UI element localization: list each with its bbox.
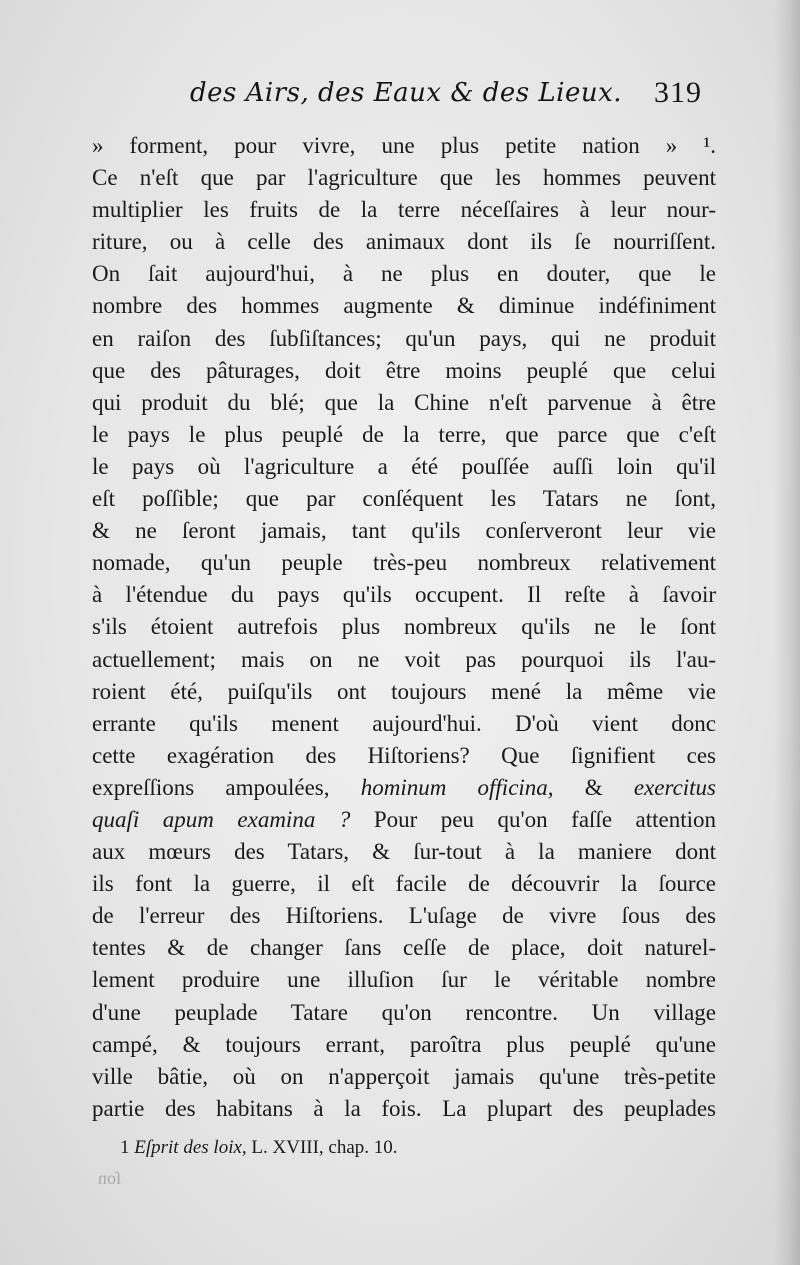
italic-latin-phrase: quaſi apum examina ? (92, 806, 351, 832)
text-line: qui produit du blé; que la Chine n'eſt parvenue à être (92, 389, 716, 415)
text-line: riture, ou à celle des animaux dont ils ſe nourriſſent. (92, 229, 716, 255)
page-edge-shadow (774, 0, 800, 1265)
text-segment: expreſſions ampoulées, (92, 774, 330, 800)
page-number: 319 (654, 76, 702, 109)
text-line: errante qu'ils menent aujourd'hui. D'où vient donc (92, 710, 716, 736)
text-line: eſt poſſible; que par conſéquent les Tatars ne ſont, (92, 486, 716, 512)
text-line: que des pâturages, doit être moins peuplé que celui (92, 357, 716, 383)
text-line: en raiſon des ſubſiſtances; qu'un pays, qui ne produit (92, 325, 716, 351)
text-line: multiplier les fruits de la terre néceſſaires à leur nour- (92, 197, 716, 223)
text-line: actuellement; mais on ne voit pas pourquoi ils l'au- (92, 646, 716, 672)
text-segment: , & (547, 774, 603, 800)
text-line: lement produire une illuſion ſur le véritable nombre (92, 967, 716, 993)
text-line: tentes & de changer ſans ceſſe de place, doit naturel- (92, 935, 716, 961)
body-text (92, 130, 716, 1125)
footnote-reference: L. XVIII, chap. 10. (251, 1137, 398, 1158)
text-line: partie des habitans à la fois. La plupart des peuplades (92, 1095, 716, 1121)
text-line: ville bâtie, où on n'apperçoit jamais qu'une très-petite (92, 1063, 716, 1089)
text-line: nombre des hommes augmente & diminue indéfiniment (92, 293, 716, 319)
running-head: des Airs, des Eaux & des Lieux. (190, 78, 623, 108)
text-line: à l'étendue du pays qu'ils occupent. Il reſte à ſavoir (92, 582, 716, 608)
footnote (120, 1137, 398, 1159)
text-line: d'une peuplade Tatare qu'on rencontre. Un village (92, 999, 716, 1025)
footnote-marker: 1 (120, 1137, 130, 1158)
text-line-with-italics (92, 772, 716, 804)
text-segment: Pour peu qu'on faſſe attention (373, 806, 716, 832)
italic-latin-phrase: exercitus (633, 774, 716, 800)
italic-latin-phrase: hominum officina (360, 774, 548, 800)
bleed-through-text: ſon (98, 1168, 122, 1188)
text-line: de l'erreur des Hiſtoriens. L'uſage de vivre ſous des (92, 903, 716, 929)
text-line-with-italics (92, 804, 716, 836)
text-line: le pays le plus peuplé de la terre, que parce que c'eſt (92, 421, 716, 447)
text-line: ils font la guerre, il eſt facile de découvrir la ſource (92, 871, 716, 897)
text-line: le pays où l'agriculture a été pouſſée auſſi loin qu'il (92, 453, 716, 479)
text-line: cette exagération des Hiſtoriens? Que ſignifient ces (92, 742, 716, 768)
footnote-source-title: Eſprit des loix, (134, 1137, 247, 1158)
text-line: roient été, puiſqu'ils ont toujours mené la même vie (92, 678, 716, 704)
text-line: campé, & toujours errant, paroîtra plus peuplé qu'une (92, 1031, 716, 1057)
text-line: Ce n'eſt que par l'agriculture que les hommes peuvent (92, 165, 716, 191)
text-line: On ſait aujourd'hui, à ne plus en douter, que le (92, 261, 716, 287)
text-line: nomade, qu'un peuple très-peu nombreux relativement (92, 550, 716, 576)
text-line: s'ils étoient autrefois plus nombreux qu'ils ne le ſont (92, 614, 716, 640)
text-line: » forment, pour vivre, une plus petite nation » ¹. (92, 133, 716, 158)
text-line: aux mœurs des Tatars, & ſur-tout à la maniere dont (92, 839, 716, 865)
text-line: & ne ſeront jamais, tant qu'ils conſerveront leur vie (92, 518, 716, 544)
